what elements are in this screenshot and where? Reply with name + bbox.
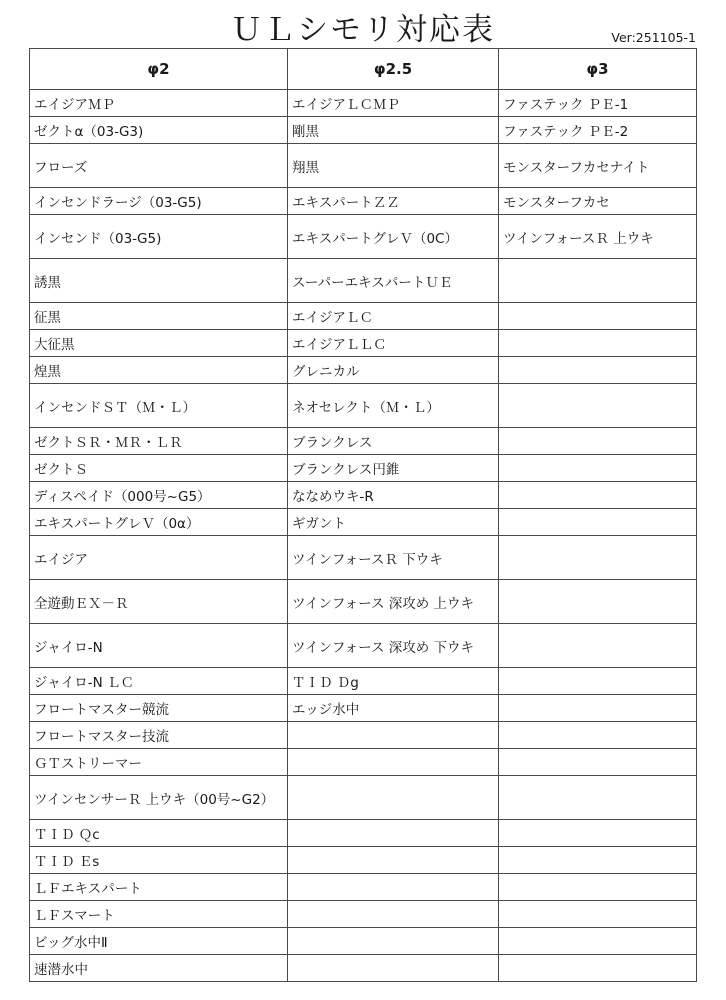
table-cell-col1: インセンドＳＴ（Ｍ・Ｌ）	[30, 384, 288, 428]
table-cell-col1: フロートマスター技流	[30, 722, 288, 749]
table-row	[30, 722, 697, 749]
column-header-phi2: φ2	[30, 49, 288, 90]
table-cell-col3	[499, 357, 697, 384]
table-cell-col2: 剛黒	[288, 117, 499, 144]
table-cell-col1: ビッグ水中Ⅱ	[30, 928, 288, 955]
table-row	[30, 580, 697, 624]
table-row	[30, 117, 697, 144]
version-label: Ver:251105-1	[611, 30, 696, 45]
table-cell-col2	[288, 749, 499, 776]
table-cell-col2: ツインフォース 深攻め 下ウキ	[288, 624, 499, 668]
table-row	[30, 384, 697, 428]
table-row	[30, 955, 697, 982]
table-row	[30, 820, 697, 847]
table-cell-col3	[499, 874, 697, 901]
table-cell-col2: ツインフォース 深攻め 上ウキ	[288, 580, 499, 624]
table-cell-col3	[499, 695, 697, 722]
table-cell-col2: エキスパートグレＶ（0C）	[288, 215, 499, 259]
table-cell-col1: ＴＩＤ Ｑc	[30, 820, 288, 847]
table-cell-col1: ディスペイド（000号~G5）	[30, 482, 288, 509]
table-cell-col2: ブランクレス	[288, 428, 499, 455]
table-cell-col3	[499, 668, 697, 695]
table-cell-col2: エイジアＬＣ	[288, 303, 499, 330]
table-cell-col2: ネオセレクト（Ｍ・Ｌ）	[288, 384, 499, 428]
table-cell-col2	[288, 776, 499, 820]
table-row	[30, 188, 697, 215]
compatibility-table	[29, 48, 697, 982]
table-row	[30, 536, 697, 580]
table-row	[30, 847, 697, 874]
table-row	[30, 509, 697, 536]
table-row	[30, 357, 697, 384]
table-cell-col3	[499, 455, 697, 482]
table-cell-col1: エキスパートグレＶ（0α）	[30, 509, 288, 536]
table-cell-col2: エイジアＬＬＣ	[288, 330, 499, 357]
table-cell-col2: グレニカル	[288, 357, 499, 384]
table-cell-col1: 全遊動ＥＸ－Ｒ	[30, 580, 288, 624]
table-cell-col2: 翔黒	[288, 144, 499, 188]
table-cell-col1: インセンド（03-G5)	[30, 215, 288, 259]
table-cell-col2: エイジアＬＣＭＰ	[288, 90, 499, 117]
table-row	[30, 624, 697, 668]
table-row	[30, 928, 697, 955]
table-cell-col1: ＬＦスマート	[30, 901, 288, 928]
table-cell-col1: 誘黒	[30, 259, 288, 303]
table-cell-col2	[288, 928, 499, 955]
table-cell-col3: ツインフォースＲ 上ウキ	[499, 215, 697, 259]
table-cell-col3	[499, 749, 697, 776]
table-row	[30, 776, 697, 820]
table-cell-col2: ツインフォースＲ 下ウキ	[288, 536, 499, 580]
table-cell-col2: ギガント	[288, 509, 499, 536]
table-cell-col2: ななめウキ-R	[288, 482, 499, 509]
table-cell-col1: フロートマスター競流	[30, 695, 288, 722]
table-cell-col1: ＴＩＤ Ｅs	[30, 847, 288, 874]
table-cell-col1: ゼクトα（03-G3)	[30, 117, 288, 144]
table-cell-col1: ジャイロ-N ＬＣ	[30, 668, 288, 695]
table-cell-col3	[499, 580, 697, 624]
table-cell-col3: モンスターフカセナイト	[499, 144, 697, 188]
table-cell-col1: ＬＦエキスパート	[30, 874, 288, 901]
column-header-phi3: φ3	[499, 49, 697, 90]
table-row	[30, 330, 697, 357]
table-cell-col2: スーパーエキスパートＵＥ	[288, 259, 499, 303]
table-cell-col2	[288, 901, 499, 928]
table-cell-col2: エッジ水中	[288, 695, 499, 722]
table-row	[30, 901, 697, 928]
table-cell-col3: ファステック ＰＥ-1	[499, 90, 697, 117]
table-cell-col1: 大征黒	[30, 330, 288, 357]
page-title: ＵＬシモリ対応表	[231, 12, 495, 48]
table-cell-col3	[499, 482, 697, 509]
table-cell-col2: ブランクレス円錐	[288, 455, 499, 482]
table-cell-col3	[499, 509, 697, 536]
table-row	[30, 695, 697, 722]
table-cell-col2	[288, 722, 499, 749]
table-cell-col3	[499, 820, 697, 847]
table-row	[30, 455, 697, 482]
table-row	[30, 874, 697, 901]
header-row	[30, 49, 697, 90]
table-row	[30, 668, 697, 695]
table-cell-col3	[499, 847, 697, 874]
table-cell-col1: エイジア	[30, 536, 288, 580]
table-row	[30, 215, 697, 259]
table-cell-col3	[499, 303, 697, 330]
table-cell-col1: 煌黒	[30, 357, 288, 384]
table-cell-col2	[288, 955, 499, 982]
table-row	[30, 749, 697, 776]
table-cell-col3	[499, 624, 697, 668]
table-cell-col3	[499, 928, 697, 955]
table-cell-col3	[499, 536, 697, 580]
table-cell-col3	[499, 776, 697, 820]
table-cell-col3	[499, 901, 697, 928]
table-cell-col3: モンスターフカセ	[499, 188, 697, 215]
column-header-phi2-5: φ2.5	[288, 49, 499, 90]
table-row	[30, 428, 697, 455]
table-cell-col3	[499, 722, 697, 749]
table-cell-col1: 速潜水中	[30, 955, 288, 982]
table-cell-col1: 征黒	[30, 303, 288, 330]
table-cell-col2: エキスパートＺＺ	[288, 188, 499, 215]
table-cell-col2	[288, 820, 499, 847]
table-cell-col3	[499, 330, 697, 357]
table-row	[30, 259, 697, 303]
table-body	[30, 90, 697, 982]
table-cell-col1: ＧＴストリーマー	[30, 749, 288, 776]
table-row	[30, 90, 697, 117]
table-cell-col2	[288, 847, 499, 874]
table-cell-col2	[288, 874, 499, 901]
table-cell-col3	[499, 384, 697, 428]
table-cell-col1: ジャイロ-N	[30, 624, 288, 668]
table-cell-col1: ツインセンサーＲ 上ウキ（00号~G2）	[30, 776, 288, 820]
table-cell-col1: ゼクトＳ	[30, 455, 288, 482]
table-cell-col3	[499, 259, 697, 303]
table-cell-col1: インセンドラージ（03-G5)	[30, 188, 288, 215]
table-row	[30, 303, 697, 330]
table-cell-col1: エイジアＭＰ	[30, 90, 288, 117]
table-cell-col3	[499, 955, 697, 982]
table-cell-col2: ＴＩＤ Ｄg	[288, 668, 499, 695]
table-cell-col1: フローズ	[30, 144, 288, 188]
table-cell-col3	[499, 428, 697, 455]
table-cell-col1: ゼクトＳＲ・ＭＲ・ＬＲ	[30, 428, 288, 455]
table-cell-col3: ファステック ＰＥ-2	[499, 117, 697, 144]
table-row	[30, 482, 697, 509]
table-row	[30, 144, 697, 188]
